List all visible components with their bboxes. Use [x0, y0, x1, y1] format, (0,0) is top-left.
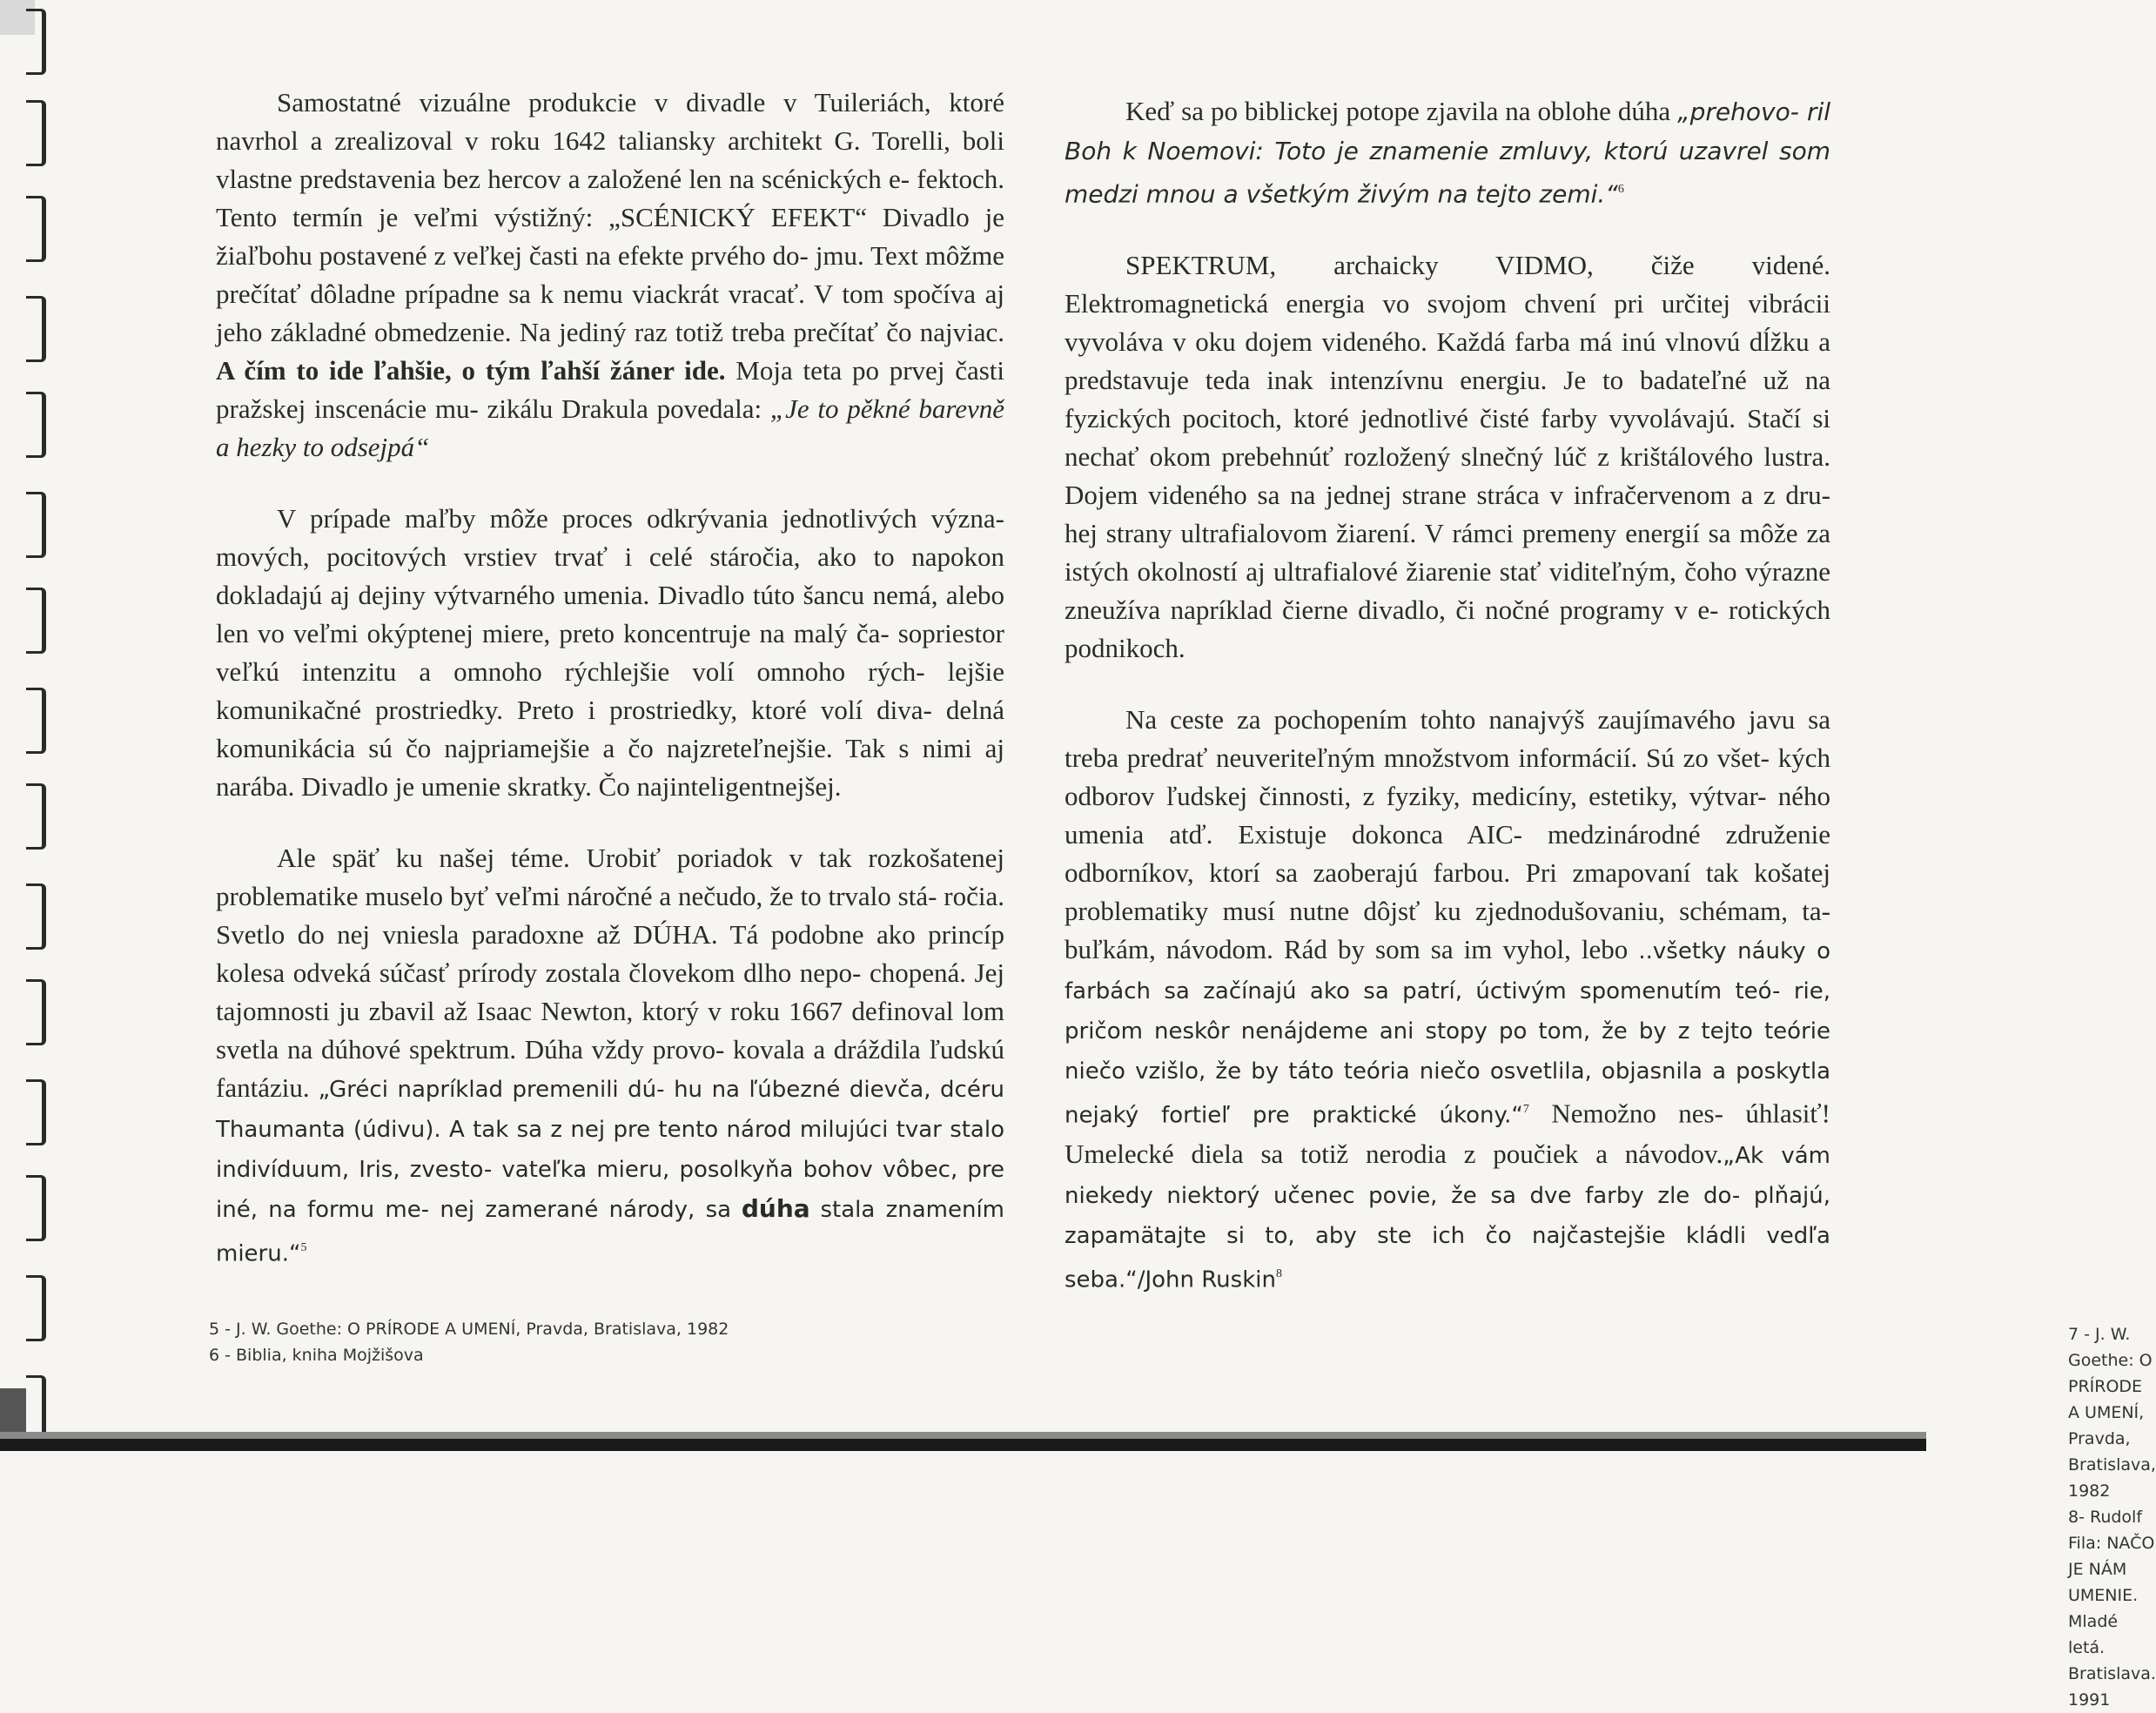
quote: „Je to pěkné barevně a hezky to odsejpá“	[216, 393, 1005, 462]
text: Ale späť ku našej téme. Urobiť poriadok v tak rozkošatenej problematike muselo byť veľmi náročné a nečudo, že to trvalo stá- ročia. Svetlo do nej vniesla paradoxne až DÚHA. Tá podobne ako princíp kolesa odveká súčasť prírody zostala človekom dlho nepo- chopená. Jej tajomnosti ju zbavil až Isaac Newton, ktorý v roku 1667 definoval lom svetla na dúhové spektrum. Dúha vždy provo- kovala a dráždila ľudskú fantáziu.	[216, 843, 1004, 1103]
text: Keď sa po biblickej potope zjavila na oblohe dúha	[1125, 96, 1671, 126]
quote: „Gréci napríklad premenili dú- hu na ľúbezné dievča, dcéru Thaumanta (údivu). A tak sa z nej pre tento národ milujúci tvar stalo indivíduum, Iris, zvesto- vateľka mieru, posolkyňa bohov vôbec, pre iné, na formu me- nej zamerané národy, sa	[216, 1077, 1005, 1223]
text: SPEKTRUM, archaicky VIDMO, čiže videné. Elektromagnetická energia vo svojom chvení pri určitej vibrácii vyvoláva v oku dojem videného. Každá farba má inú vlnovú dĺžku a predstavuje teda inak intenzívnu energiu. Je to badateľné už na fyzických pocitoch, ktoré jednotlivé čisté farby vyvolávajú. Stačí si nechať okom prebehnúť rozložený slnečný lúč z krištálového lustra. Dojem videného sa na jednej strane stráca v infračervenom a z dru- hej strany ultrafialovom žiarení. V rámci premeny energií sa môže za istých okolností aj ultrafialové žiarenie stať viditeľným, čoho výrazne zneužíva napríklad čierne divadlo, či nočné programy v e- rotických podnikoch.	[1065, 250, 1830, 664]
quote: „Ak vám niekedy niektorý učenec povie, že sa dve farby zle do- plňajú, zapamätajte si to, aby ste ich čo najčastejšie kládli vedľa seba.“/John Ruskin	[1065, 1142, 1830, 1293]
quote: „prehovo- ril Boh k Noemovi: Toto je znamenie zmluvy, ktorú uzavrel som medzi mnou a všetkým živým na tejto zemi.“	[1065, 97, 1831, 209]
footnotes	[209, 1316, 729, 1368]
text: Na ceste za pochopením tohto nanajvýš zaujímavého javu sa treba predrať neuveriteľným množstvom informácií. Sú zo všet- kých odborov ľudskej činnosti, z fyziky, medicíny, estetiky, výtvar- ného umenia atď. Existuje dokonca AIC- medzinárodné združenie odborníkov, ktorí sa zaoberajú farbou. Pri zmapovaní tak košatej problematiky musí nutne dôjsť ku zjednodušovaniu, schémam, ta- buľkám, návodom. Rád by som sa im vyhol, lebo	[1065, 704, 1830, 965]
left-column	[216, 84, 1004, 1306]
paragraph	[1065, 701, 1830, 1299]
text: V prípade maľby môže proces odkrývania jednotlivých význa- mových, pocitových vrstiev trvať i celé stáročia, ako to napokon dokladajú aj dejiny výtvarného umenia. Divadlo túto šancu nemá, alebo len vo veľmi okýptenej miere, preto koncentruje na malý ča- sopriestor veľkú intenzitu a omnoho rýchlejšie volí omnoho rých- lejšie komunikačné prostriedky. Preto i prostriedky, ktoré volí diva- delná komunikácia sú čo najpriamejšie a čo najzreteľnejšie. Tak s nimi aj narába. Divadlo je umenie skratky. Čo najinteligentnejšej.	[216, 503, 1004, 802]
footnote-ref: 7	[1522, 1103, 1529, 1117]
footnote: 7 - J. W. Goethe: O PRÍRODE A UMENÍ, Pravda, Bratislava, 1982	[2068, 1325, 2156, 1501]
bold-word: dúha	[741, 1194, 810, 1223]
text: Samostatné vizuálne produkcie v divadle v Tuileriách, ktoré navrhol a zrealizoval v roku 1642 taliansky architekt G. Torelli, boli vlastne predstavenia bez hercov a založené len na scénických e- fektoch. Tento termín je veľmi výstižný: „SCÉNICKÝ EFEKT“ Divadlo je žiaľbohu postavené z veľkej časti na efekte prvého do- jmu. Text môžme prečítať dôladne prípadne sa k nemu viackrát vracať. V tom spočíva aj jeho základné obmedzenie. Na jediný raz totiž treba prečítať čo najviac.	[216, 87, 1004, 347]
scan-artifact	[0, 1388, 26, 1432]
paragraph	[216, 500, 1004, 806]
footnote: 5 - J. W. Goethe: O PRÍRODE A UMENÍ, Pravda, Bratislava, 1982	[209, 1320, 729, 1339]
left-page	[0, 0, 1010, 1451]
paragraph	[216, 839, 1004, 1273]
text: Nemožno nes- úhlasiť! Umelecké diela sa totiž nerodia z poučiek a návodov.	[1065, 1098, 1830, 1169]
right-column	[1065, 92, 1830, 1332]
scan-shadow	[0, 1432, 1926, 1439]
quote: stala znamením mieru.“	[216, 1197, 1005, 1267]
footnote: 8- Rudolf Fila: NAČO JE NÁM UMENIE. Mladé letá. Bratislava. 1991	[2068, 1508, 2156, 1710]
bold-text: A čím to ide ľahšie, o tým ľahší žáner ide.	[216, 355, 726, 386]
paragraph	[1065, 246, 1830, 668]
text: Moja teta po prvej časti pražskej inscenácie mu- zikálu Drakula povedala:	[216, 355, 1005, 424]
footnotes	[2068, 1321, 2156, 1713]
footnote-ref: 8	[1275, 1266, 1282, 1280]
right-page	[1010, 0, 2156, 1710]
paragraph	[1065, 92, 1830, 213]
footnote: 6 - Biblia, kniha Mojžišova	[209, 1346, 424, 1365]
footnote-ref: 5	[300, 1241, 307, 1254]
quote: ..všetky náuky o farbách sa začínajú ako sa patrí, úctivým spomenutím teó- rie, pričom neskôr nenájdeme ani stopy po tom, že by z tejto teórie niečo vzišlo, že by táto teória niečo osvetlila, objasnila a poskytla nejaký fortieľ pre praktické úkony.“	[1065, 938, 1831, 1129]
paragraph	[216, 84, 1004, 467]
footnote-ref: 6	[1617, 183, 1624, 196]
scan-edge	[0, 1439, 1926, 1451]
